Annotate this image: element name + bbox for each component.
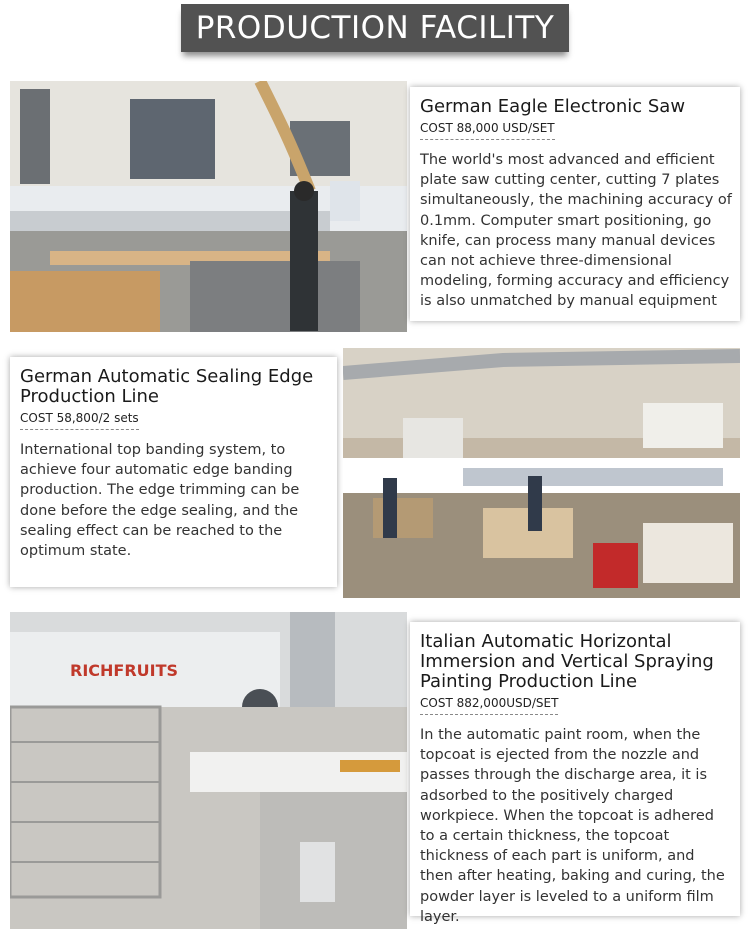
section-banner [181, 4, 569, 52]
item-title: German Automatic Sealing Edge Production Line [20, 366, 314, 407]
electronic-saw-photo [10, 81, 407, 332]
item-title: German Eagle Electronic Saw [420, 96, 686, 117]
item-cost: COST 88,000 USD/SET [420, 121, 555, 140]
machine-brand-text: RICHFRUITS [70, 661, 179, 680]
banner-title: PRODUCTION FACILITY [195, 10, 555, 46]
painting-line-card [410, 622, 740, 925]
edge-sealing-photo [343, 348, 740, 598]
item-cost: COST 58,800/2 sets [20, 411, 139, 430]
painting-line-photo [10, 612, 407, 929]
item-cost: COST 882,000USD/SET [420, 696, 558, 715]
electronic-saw-card [410, 87, 740, 321]
edge-sealing-card [10, 357, 337, 587]
item-description: International top banding system, to achieve four automatic edge banding production. The edge trimming can be done before the edge sealing, and the sealing effect can be reached to the optimum state. [20, 442, 300, 560]
item-description: In the automatic paint room, when the topcoat is ejected from the nozzle and passes through the discharge area, it is adsorbed to the positively charged workpiece. When the topcoat is adhered to a certain thickness, the topcoat thickness of each part is uniform, and then after heating, baking and curing, the powder layer is leveled to a uniform film layer. [420, 727, 725, 925]
item-title: Italian Automatic Horizontal Immersion and Vertical Spraying Painting Production Line [420, 631, 714, 692]
item-description: The world's most advanced and efficient plate saw cutting center, cutting 7 plates simultaneously, the machining accuracy of 0.1mm. Computer smart positioning, go knife, can process many manual devices can not achieve three-dimensional modeling, forming accuracy and efficiency is also unmatched by manual equipment [420, 152, 732, 310]
